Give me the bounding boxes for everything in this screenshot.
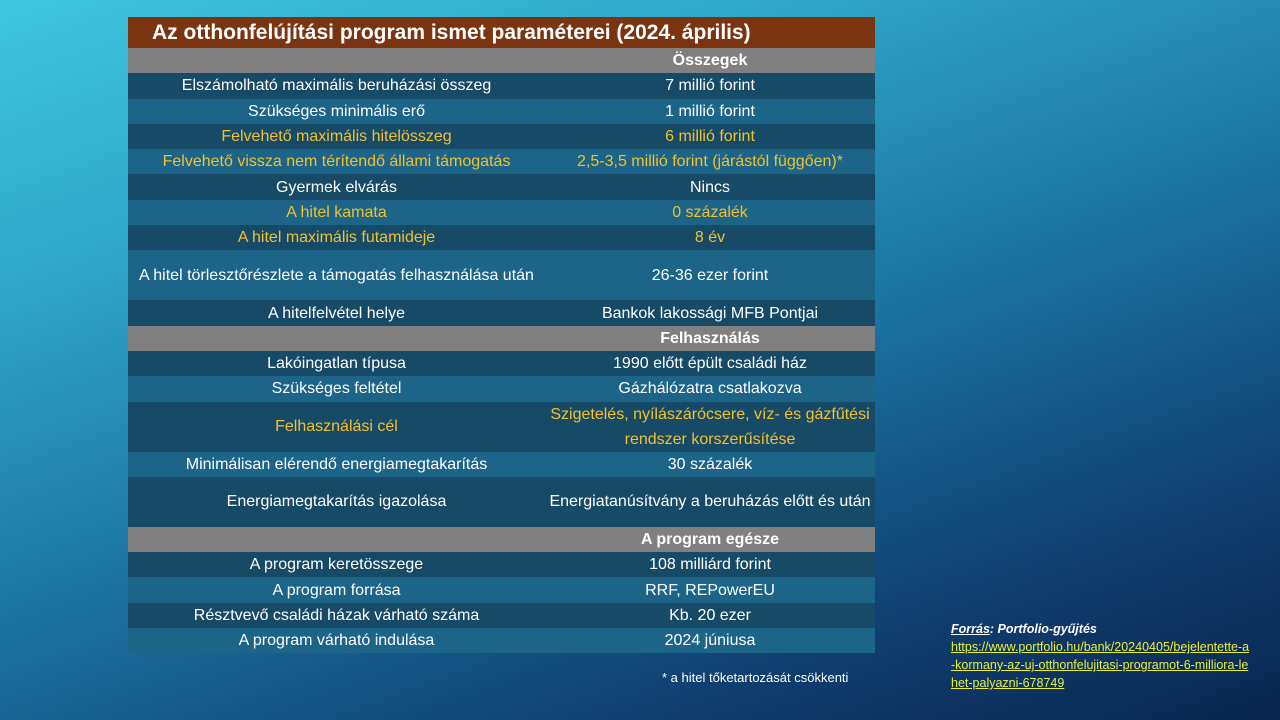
row-label — [128, 48, 545, 73]
table-row — [128, 603, 875, 628]
row-label: A program várható indulása — [238, 632, 435, 650]
row-label — [128, 527, 545, 552]
table-row — [128, 174, 875, 199]
row-value: 2,5-3,5 millió forint (járástól függően)* — [577, 153, 843, 171]
table-row — [128, 149, 875, 174]
section-title: Összegek — [672, 52, 748, 70]
row-label: A program keretösszege — [249, 556, 424, 574]
section-header-row — [128, 527, 875, 552]
section-header-row — [128, 326, 875, 351]
row-label: Szükséges minimális erő — [248, 102, 425, 120]
source-label-rest: : Portfolio-gyűjtés — [989, 622, 1097, 636]
row-value: Energiatanúsítvány a beruházás előtt és után — [549, 493, 871, 511]
row-value: 6 millió forint — [665, 128, 755, 146]
row-value: RRF, REPowerEU — [645, 581, 775, 599]
section-header-row — [128, 48, 875, 73]
row-value: 1 millió forint — [665, 102, 755, 120]
source-label-prefix: Forrás — [951, 622, 990, 636]
row-label: Energiamegtakarítás igazolása — [226, 493, 447, 511]
row-label: A hitelfelvétel helye — [268, 304, 405, 322]
row-label: Minimálisan elérendő energiamegtakarítás — [185, 455, 488, 473]
row-label: A hitel törlesztőrészlete a támogatás felhasználása után — [139, 266, 534, 284]
row-value: Nincs — [689, 178, 730, 196]
row-value: 0 százalék — [672, 203, 748, 221]
table-row — [128, 300, 875, 325]
row-value: 30 százalék — [667, 455, 753, 473]
table-row — [128, 351, 875, 376]
row-value: 1990 előtt épült családi ház — [613, 355, 807, 373]
row-value: 26-36 ezer forint — [651, 266, 769, 284]
row-label: Elszámolható maximális beruházási összeg — [181, 77, 492, 95]
row-value: Bankok lakossági MFB Pontjai — [601, 304, 819, 322]
row-label: Felvehető maximális hitelösszeg — [221, 128, 452, 146]
row-label: Gyermek elvárás — [276, 178, 397, 196]
table-row — [128, 376, 875, 401]
row-value: 2024 júniusa — [664, 632, 756, 650]
row-value: Gázhálózatra csatlakozva — [618, 380, 802, 398]
table-row — [128, 577, 875, 602]
source-block — [951, 620, 1251, 692]
row-value: Szigetelés, nyílászárócsere, víz- és gázfűtési rendszer korszerűsítése — [550, 405, 870, 448]
table-row — [128, 477, 875, 527]
table-row — [128, 402, 875, 452]
table-row — [128, 73, 875, 98]
row-value: 8 év — [694, 229, 726, 247]
table-row — [128, 552, 875, 577]
row-label: A hitel maximális futamideje — [237, 229, 436, 247]
table-row — [128, 225, 875, 250]
row-label: Felhasználási cél — [275, 418, 398, 436]
parameters-table — [128, 17, 875, 653]
table-row — [128, 200, 875, 225]
row-value: 108 milliárd forint — [649, 556, 771, 574]
section-title: Felhasználás — [660, 329, 760, 347]
row-label — [128, 326, 545, 351]
table-row — [128, 452, 875, 477]
table-row — [128, 250, 875, 300]
table-row — [128, 99, 875, 124]
row-value: 7 millió forint — [665, 77, 755, 95]
table-row — [128, 628, 875, 653]
source-label — [951, 620, 1251, 638]
row-label: Résztvevő családi házak várható száma — [193, 606, 480, 624]
row-label: A hitel kamata — [286, 203, 387, 221]
footnote: * a hitel tőketartozását csökkenti — [662, 670, 849, 685]
row-label: Lakóingatlan típusa — [267, 355, 406, 373]
row-label: Felvehető vissza nem térítendő állami támogatás — [162, 153, 511, 171]
table-row — [128, 124, 875, 149]
row-label: Szükséges feltétel — [271, 380, 402, 398]
row-value: Kb. 20 ezer — [669, 606, 751, 624]
section-title: A program egésze — [640, 531, 780, 548]
source-link[interactable]: https://www.portfolio.hu/bank/20240405/bejelentette-a-kormany-az-uj-otthonfelujitasi-programot-6-milliora-lehet-palyazni-678749 — [951, 640, 1250, 690]
row-label: A program forrása — [272, 581, 401, 599]
table-title: Az otthonfelújítási program ismet paraméterei (2024. április) — [128, 17, 875, 48]
